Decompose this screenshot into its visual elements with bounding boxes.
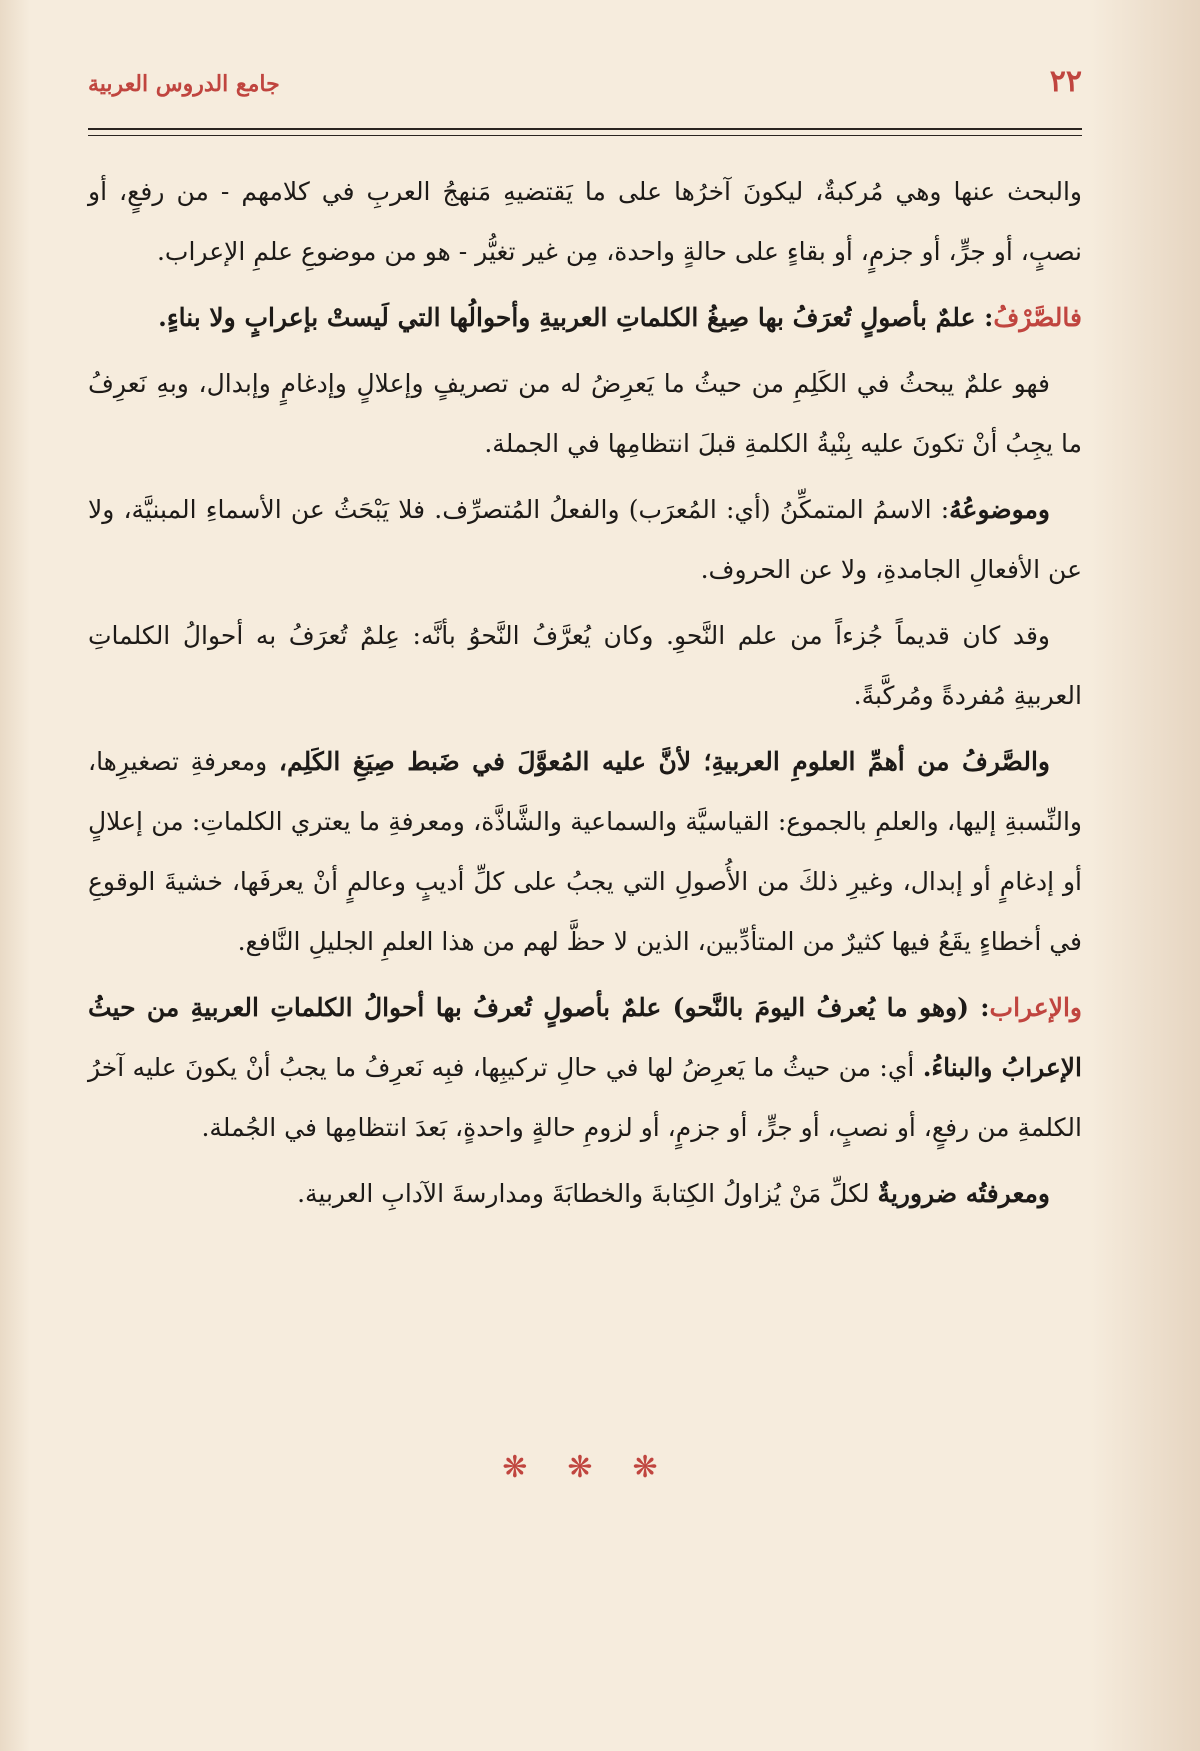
paragraph-history: وقد كان قديماً جُزءاً من علم النَّحوِ. وكان يُعرَّفُ النَّحوُ بأنَّه: عِلمٌ تُعرَفُ به أحوالُ الكلماتِ العربيةِ مُفردةً ومُركَّبةً.: [88, 621, 1082, 710]
paragraph-sarf-subject: [88, 480, 1082, 600]
section-separator: ❋❋❋: [502, 1450, 698, 1485]
irab-explanation: أي: من حيثُ ما يَعرِضُ لها في حالِ تركيبِها، فبِه نَعرِفُ ما يجبُ أنْ يكونَ عليه آخرُ الكلمةِ من رفعٍ، أو نصبٍ، أو جرٍّ، أو جزمٍ، أو لزومِ حالةٍ واحدةٍ، بَعدَ انتظامِها في الجُملة.: [88, 1053, 1082, 1142]
page-body: [88, 162, 1082, 1230]
subject-text: : الاسمُ المتمكِّنُ (أي: المُعرَب) والفعلُ المُتصرِّف. فلا يَبْحَثُ عن الأسماءِ المبنيَّة، ولا عن الأفعالِ الجامدةِ، ولا عن الحروف.: [88, 495, 1082, 584]
necessity-lead: ومعرفتُه ضروريةٌ: [877, 1179, 1050, 1208]
paragraph-irab-necessity: [88, 1164, 1082, 1224]
paragraph-sarf-scope: فهو علمٌ يبحثُ في الكَلِمِ من حيثُ ما يَعرِضُ له من تصريفٍ وإعلالٍ وإدغامٍ وإبدال، وبهِ نَعرِفُ ما يجِبُ أنْ تكونَ عليه بِنْيةُ الكلمةِ قبلَ انتظامِها في الجملة.: [88, 369, 1082, 458]
subject-lead: وموضوعُهُ: [949, 495, 1050, 524]
paragraph-importance: [88, 732, 1082, 972]
term-sarf: فالصَّرْفُ: [993, 303, 1082, 332]
header-rule: [88, 128, 1082, 136]
page-number: ٢٢: [1049, 64, 1082, 99]
page-gutter-shadow: [1090, 0, 1200, 1751]
running-title: جامع الدروس العربية: [88, 71, 280, 97]
paragraph-irab-definition: [88, 978, 1082, 1158]
paragraph-1: والبحث عنها وهي مُركبةٌ، ليكونَ آخرُها على ما يَقتضيهِ مَنهجُ العربِ في كلامهم - من رفعٍ، أو نصبٍ، أو جرٍّ، أو جزمٍ، أو بقاءٍ على حالةٍ واحدة، مِن غير تغيُّر - هو من موضوعِ علمِ الإعراب.: [88, 177, 1082, 266]
irab-definition-text: : (وهو ما يُعرفُ اليومَ بالنَّحو) علمٌ بأصولٍ تُعرفُ بها أحوالُ الكلماتِ العربيةِ من حيثُ الإعرابُ والبناءُ.: [88, 993, 1082, 1082]
necessity-text: لكلِّ مَنْ يُزاولُ الكِتابةَ والخطابَةَ ومدارسةَ الآدابِ العربية.: [297, 1179, 878, 1208]
importance-lead: والصَّرفُ من أهمِّ العلومِ العربيةِ؛ لأنَّ عليه المُعوَّلَ في ضَبط صِيَغِ الكَلِم،: [278, 747, 1050, 776]
importance-text: ومعرفةِ تصغيرِها، والنِّسبةِ إليها، والعلمِ بالجموع: القياسيَّة والسماعية والشَّاذَّة، ومعرفةِ ما يعتري الكلماتِ: من إعلالٍ أو إدغامٍ أو إبدال، وغيرِ ذلكَ من الأُصولِ التي يجبُ على كلِّ أديبٍ وعالمٍ أنْ يعرفَها، خشيةَ الوقوعِ في أخطاءٍ يقَعُ فيها كثيرٌ من المتأدِّبين، الذين لا حظَّ لهم من هذا العلمِ الجليلِ النَّافع.: [88, 747, 1082, 956]
page-edge-shadow: [0, 0, 30, 1751]
term-irab: والإعراب: [989, 993, 1082, 1022]
page-header: [88, 62, 1082, 106]
paragraph-sarf-definition: [88, 288, 1082, 348]
sarf-definition-text: : علمٌ بأصولٍ تُعرَفُ بها صِيغُ الكلماتِ العربيةِ وأحوالُها التي لَيستْ بإعرابٍ ولا بناءٍ.: [158, 303, 994, 332]
